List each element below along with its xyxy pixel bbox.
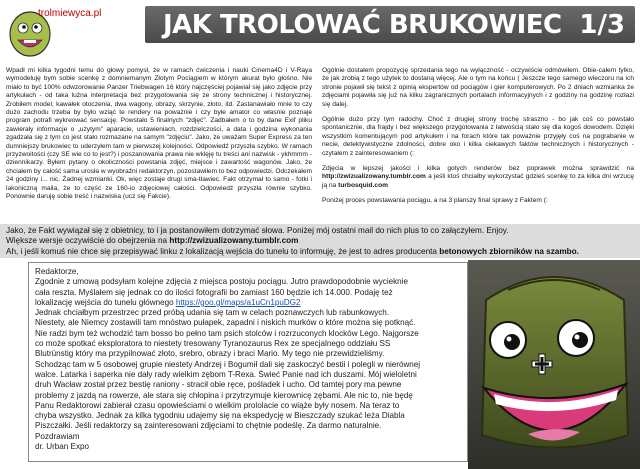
- site-watermark: trolmiewyca.pl: [38, 8, 102, 19]
- letter-line: cała reszta. Myślałem się jednak co do ilości fotografii bo zamiast 160 będzie ich 14.000. Podaję też: [35, 287, 393, 297]
- page-number: 1/3: [579, 10, 625, 40]
- letter-line: Nie radzi bym też wchodzić tam bosso bo pełno tam psich stolców i rozrzuconych klocków Lego. Najgorsze: [35, 328, 419, 338]
- article-paragraph: Wpadł mi kilka tygodni temu do głowy pomysł, że w ramach ćwiczenia i nauki Cinema4D i V-Raya wymodeluję bym sobie scenkę z domniemanym Złotym Pociągiem w którym akurat było głośno. Nie miało to być 100% odwzorowanie Panzer Triebwagen 16 który najczęściej pojawiał się jako zdjęcie przy artykułach - od taka luźna interpretacja bez przygotowania się ze strony technicznej i historycznej. Zrobiłem model, kawałek otoczenia, dwa wagony, obrazy, skrzynie, złoto, itd. Zastanawiało mnie to czy dużo zachodu trzeba by było wziąć te rendery na poważnie i czy byłe amator co własnie poznaje program potrafi wykreować sensację. Powstało 5 finalnych "zdjęć". Zadbałem o to by dane Exif pliku zawierały informacje o „użytym" aparacie, ustawieniach, rozdzielczości, a data i godzina wykonania zgadzała się z tym co jest stało rozmazane na samym "zdjęciu". Jako, że uważam Super Express za ten dumniejszy brukowiec to uderzyłem tam w pierwszej kolejności. Odpowiedź przyszła szybko. W ramach przyzwoitości (czy SE wie co to jest?) i poszanowania prawa nie wklęję tu treści ani nazwisk - ykhmmm - dziennikarzy. Byłem pytany o okoliczności powstania zdjęć, miejsce i zawartość wagonów. Jako, że chciałem by całość sama urosła w wyobraźni redaktorzyn, pozostawiłem to bez odpowiedzi. Odczekałem 24 godziny i... nic. Żadnej wzmianki. Ok, więc zostaje drugi sma-tławiec. Fakt otrzymał to samo - fotki i lakoniczną maila, że to część ze 160-io zdjęciowej całości. Odpowiedź przyszła równie szybko. Ponownie daruję sobie treść i nazwiska (ucz się Fakcie).: [6, 67, 313, 201]
- letter-line: Panu Redaktorowi zabierał czasu opowieściami o wielkim prololacie co wiąże były nosem. Na teraz to: [35, 400, 400, 410]
- map-link[interactable]: https://goo.gl/maps/a1uCn1puDG2: [175, 297, 301, 307]
- caption-line: [6, 247, 634, 257]
- caption-text: Ah, i jeśli komuś nie chce się przepisywać linku z lokalizacją wejścia do tunelu to informuję, że jest to adres producenta: [6, 246, 440, 256]
- caption-bar: [0, 224, 640, 258]
- letter-line: walce. Latarka i saperka nie dały rady wielkim zębom T-Rexa. Świeć Panie nad ich duszami. Mój wieloletni: [35, 369, 417, 379]
- letter-line: problemy z jazdą na rowerze, ale stara się chłopina i przytrzymuje kierownicę zębami. Ale nic to, nie będę: [35, 390, 413, 400]
- article-paragraph: Ogólnie dużo przy tym radochy. Choć z drugiej strony trochę straszno - bo jak coś co powstało spontanicznie, dla frajdy i bez większego przygotowania z łatwością stało się dla kogoś dowodem. Dzięki wszystkim komentującym pod artykułem i na forach które tak poważnie przyjęły coś na pograbanie w necie, detektywistyczne zdolności, dobre oko i kilka ciekawych faktów technicznych i historycznych - czytałem z zainteresowaniem (:: [322, 116, 634, 157]
- letter-line: dr. Urban Expo: [35, 442, 89, 452]
- caption-line: [6, 236, 634, 246]
- page-header: [0, 0, 640, 62]
- email-letter: [28, 262, 468, 462]
- article-left-column: [6, 67, 312, 209]
- tumblr-link[interactable]: http://zwizualizowany.tumblr.com: [169, 236, 299, 246]
- caption-bold-text: betonowych zbiorników na szambo.: [439, 246, 579, 256]
- article-paragraph: Ogólnie dostałem propozycję sprzedania tego na wyłączność - oczywiście odmówiłem. Obie-całem tylko, że jak zrobią z tego użytek to dostaną więcej. Ale o tym na końcu ( Jeszcze tego samego wieczoru na ich stronie pojawił się tekst z opinią ekspertów od pociągów i gier komputerowych. Po 2 dniach wzmianka że zdjęciami pojawiła się już na kilku zagranicznych portalach informacyjnych i z godziny na godzinę rozłazi się dalej.: [322, 67, 634, 108]
- caption-line: Jako, że Fakt wywiązał się z obietnicy, to i ja postanowiłem dotrzymać słowa. Poniżej mój ostatni mail do nich plus to co załączyłem. Enjoy.: [6, 226, 509, 235]
- caption-text: Większe wersje oczywiście do obejrzenia na: [6, 236, 170, 246]
- letter-line: co może spotkać eksploratora to niestety tresowany Tyranozaurus Rex ze specjalnego oddziału SS: [35, 339, 391, 349]
- letter-line: Schodząc tam w 5 osobowej grupie niestety Andrzej i Bogumił dali się zaskoczyć bestii i polegli w nierównej: [35, 359, 421, 369]
- article-paragraph: [322, 165, 634, 190]
- letter-line: Piszczałki. Jeśli redaktorzy są zainteresowani zdjęciami to chętnie podeślę. Za darmo naturalnie.: [35, 421, 382, 431]
- turbosquid-link[interactable]: turbosquid.com: [338, 181, 388, 189]
- letter-line: Jednak chciałbym przestrzec przed próbą udania się tam w celach poznawczych lub rabunkowych.: [35, 308, 390, 318]
- letter-line: Zgodnie z umową podsyłam kolejne zdjęcia z miejsca postoju pociągu. Jutro prawdopodobnie wycieknie: [35, 277, 408, 287]
- letter-line: Niestety, ale Niemcy zostawili tam mnóstwo pułapek, zapadni i niskich murków o które można się potknąć.: [35, 318, 416, 328]
- tank-troll-picture: [468, 260, 640, 469]
- tank-troll-illustration-icon: [468, 260, 640, 469]
- letter-line: Blutrünstig który ma przypilnować złoto, srebro, obrazy i braci Mario. My tego nie przewidzieliśmy.: [35, 349, 385, 359]
- article-paragraph: Poniżej proces powstawania pociągu, a na 3 planszy final sprawy z Faktem (:: [322, 197, 548, 205]
- letter-line: druh Wacław został przez bestię raniony - stracił obie ręce, pośladek i ucho. Od tamtej pory ma pewne: [35, 380, 402, 390]
- letter-line: Pozdrawiam: [35, 431, 80, 441]
- paragraph-text: Zdjęcia w lepszej jakości i kilka gotych renderów bez poprawek można sprawdzić na: [322, 165, 634, 173]
- letter-line: chyba wszystko. Jednak za kilka tygodniu udajemy się na ekspedycję w Bieszczady szukać leża Diabla: [35, 411, 405, 421]
- letter-text: lokalizację wejścia do tunelu głównego: [35, 297, 176, 307]
- page-title: JAK TROLOWAĆ BRUKOWIEC: [163, 10, 562, 40]
- title-bar: [145, 6, 635, 43]
- letter-line: [35, 298, 461, 308]
- article-right-column: [322, 67, 634, 213]
- tumblr-link[interactable]: http://zwizualizowany.tumblr.com: [322, 173, 426, 181]
- letter-line: Redaktorze,: [35, 267, 79, 276]
- paragraph-text: a jeśli ktoś chciałby wykorzystać gdzieś scenkę to za kilka dni wrzucę ją na: [322, 173, 634, 189]
